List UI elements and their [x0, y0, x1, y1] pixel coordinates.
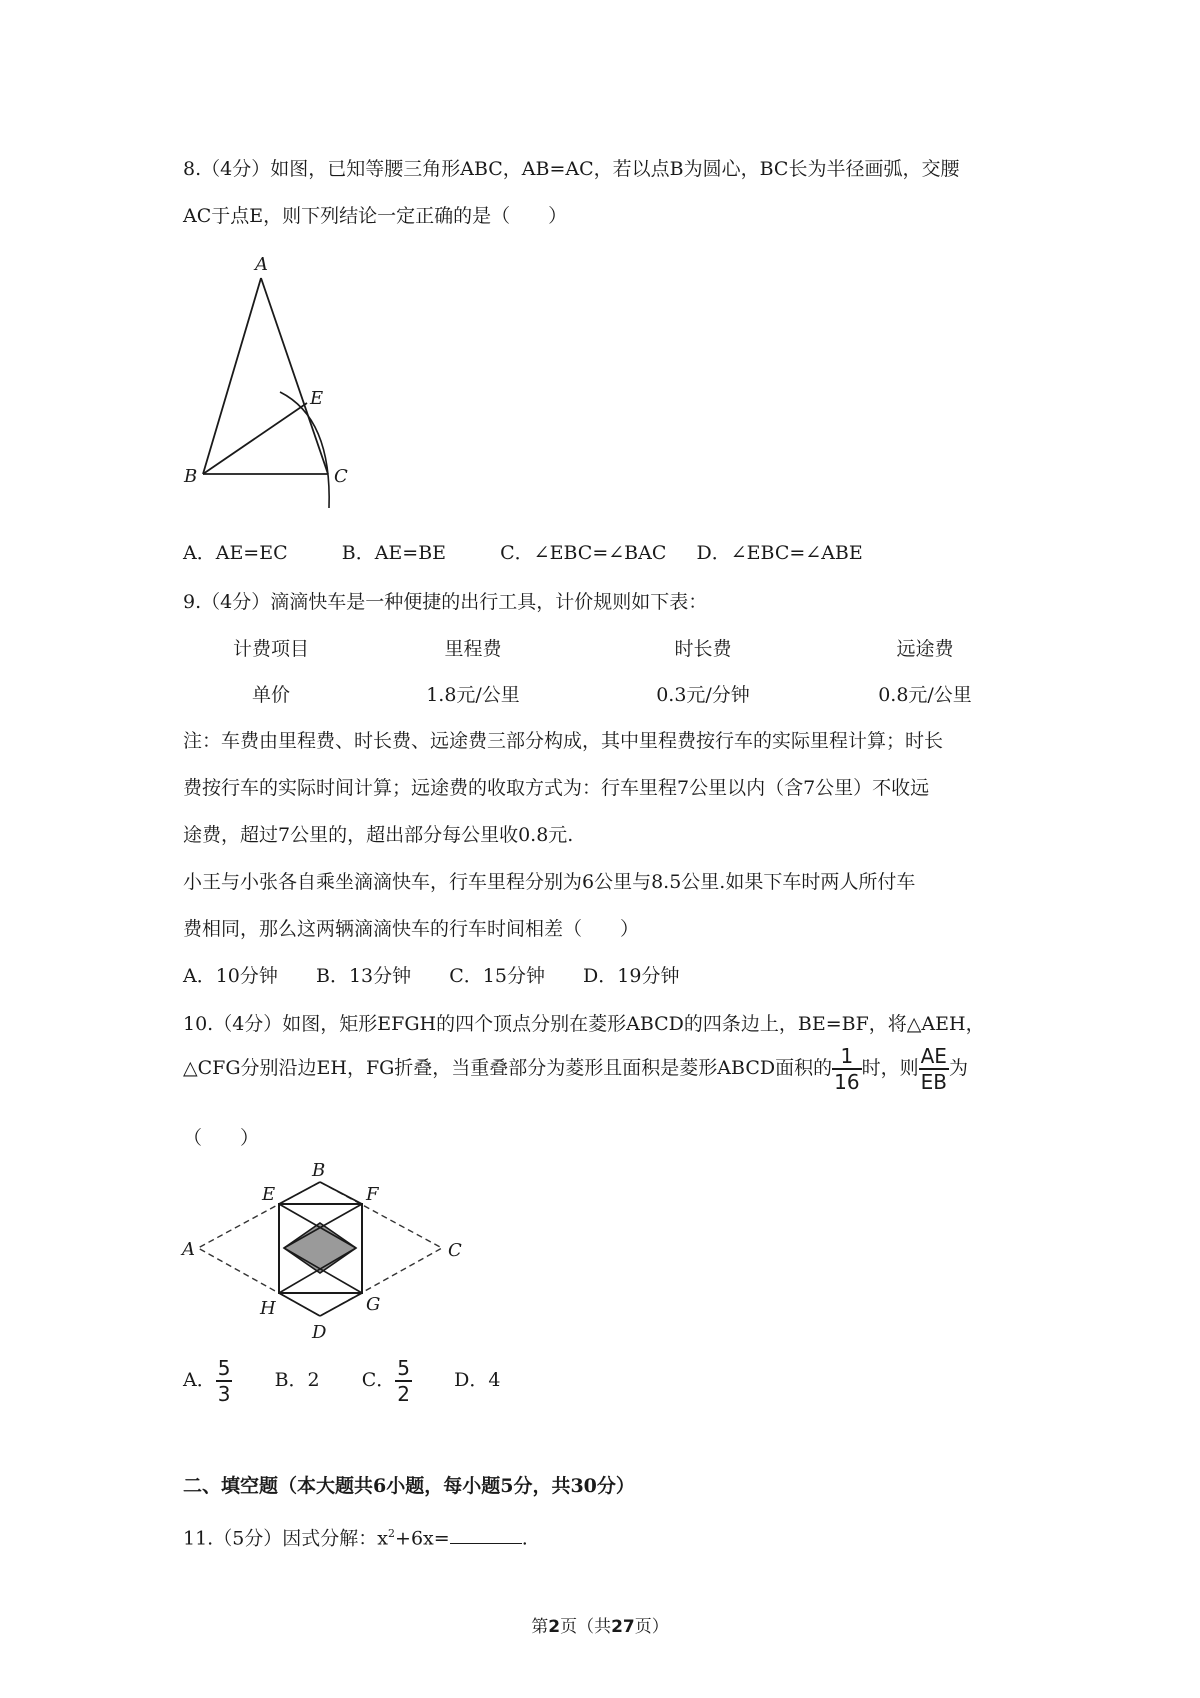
q9-row-label: 单价 — [251, 684, 290, 706]
q10-fraction-ratio — [919, 1044, 949, 1094]
q8-arc — [280, 392, 329, 508]
q11-post: +6x= — [395, 1527, 450, 1550]
page-footer: 第2页（共27页） — [531, 1617, 669, 1637]
q10-rhombus-figure — [180, 1158, 480, 1348]
q10-line3: （ ） — [183, 1127, 260, 1149]
q9-option-a[interactable]: A．10分钟 — [183, 965, 278, 987]
q8-options — [183, 540, 863, 566]
q8-line1: 8.（4分）如图，已知等腰三角形ABC，AB=AC，若以点B为圆心，BC长为半径画弧，交腰 — [183, 158, 960, 180]
q8-option-a[interactable]: A．AE=EC — [183, 542, 288, 564]
q10-frac2-den: EB — [920, 1070, 947, 1094]
q10-optC-num: 5 — [397, 1356, 410, 1380]
q9-option-c[interactable]: C．15分钟 — [449, 965, 545, 987]
q11-exponent: 2 — [388, 1527, 396, 1540]
q11-answer-blank[interactable] — [450, 1525, 522, 1544]
q10-label-d: D — [312, 1322, 327, 1343]
q9-header-item: 计费项目 — [232, 638, 309, 660]
q8-label-e: E — [310, 388, 324, 409]
q11-end: . — [521, 1527, 528, 1550]
q10-label-a: A — [182, 1239, 195, 1260]
q9-intro: 9.（4分）滴滴快车是一种便捷的出行工具，计价规则如下表： — [183, 591, 708, 613]
q11-line — [183, 1521, 528, 1551]
q10-line2 — [183, 1040, 968, 1096]
q10-fraction-area — [832, 1044, 861, 1094]
q9-note-line2: 费按行车的实际时间计算；远途费的收取方式为：行车里程7公里以内（含7公里）不收远 — [183, 777, 930, 799]
footer-page-number: 2 — [548, 1617, 561, 1637]
q9-row-mileage: 1.8元/公里 — [426, 684, 520, 706]
q9-header-longdistance: 远途费 — [896, 638, 954, 660]
q9-table-header-row — [183, 634, 1043, 660]
q10-optA-den: 3 — [217, 1382, 231, 1406]
q8-label-b: B — [184, 466, 198, 487]
q10-line1: 10.（4分）如图，矩形EFGH的四个顶点分别在菱形ABCD的四条边上，BE=BF，将△AEH， — [183, 1013, 985, 1035]
q8-triangle-figure — [180, 250, 360, 510]
q10-option-a[interactable]: A． $\frac{5}{3}$ — [183, 1356, 231, 1406]
footer-total-pages: 27 — [611, 1617, 635, 1637]
q8-option-c[interactable]: C．∠EBC=∠BAC — [500, 542, 667, 564]
q10-label-b: B — [312, 1160, 326, 1181]
q10-line2-pre: △CFG分别沿边EH，FG折叠，当重叠部分为菱形且面积是菱形ABCD面积的 — [183, 1057, 833, 1079]
q10-label-f: F — [366, 1184, 379, 1205]
q9-option-d[interactable]: D．19分钟 — [583, 965, 680, 987]
q8-option-b[interactable]: B．AE=BE — [341, 542, 447, 564]
q10-line2-post: 为 — [948, 1057, 968, 1079]
q9-header-mileage: 里程费 — [444, 638, 502, 660]
q10-shaded-overlap — [284, 1223, 356, 1273]
q8-line2: AC于点E，则下列结论一定正确的是（ ） — [183, 205, 568, 227]
q10-option-b[interactable]: B．2 — [274, 1369, 320, 1391]
q8-label-c: C — [334, 466, 348, 487]
q10-label-h: H — [260, 1298, 276, 1319]
q10-frac1-den: 16 — [834, 1070, 860, 1094]
q10-label-g: G — [366, 1294, 381, 1315]
q8-option-d[interactable]: D．∠EBC=∠ABE — [696, 542, 863, 564]
section2-heading: 二、填空题（本大题共6小题，每小题5分，共30分） — [183, 1475, 635, 1497]
q10-optA-num: 5 — [217, 1356, 231, 1380]
q10-optC-den: 2 — [397, 1382, 410, 1406]
q10-options — [183, 1352, 500, 1408]
q10-option-c[interactable]: C． $\frac{5}{2}$ — [361, 1356, 410, 1406]
q9-row-longdistance: 0.8元/公里 — [878, 684, 972, 706]
q8-segment-be — [203, 403, 307, 474]
q10-line2-mid: 时，则 — [861, 1057, 919, 1079]
q11-pre: 11.（5分）因式分解：x — [183, 1527, 389, 1550]
q10-frac2-num: AE — [919, 1044, 949, 1070]
q9-body-line2: 费相同，那么这两辆滴滴快车的行车时间相差（ ） — [183, 918, 640, 940]
q8-label-a: A — [255, 254, 268, 275]
q9-body-line1: 小王与小张各自乘坐滴滴快车，行车里程分别为6公里与8.5公里.如果下车时两人所付车 — [183, 871, 916, 893]
q9-note-line3: 途费，超过7公里的，超出部分每公里收0.8元. — [183, 824, 574, 846]
q10-frac1-num: 1 — [832, 1044, 861, 1070]
q8-side-ac — [261, 278, 328, 474]
q9-header-duration: 时长费 — [674, 638, 732, 660]
q10-label-e: E — [262, 1184, 276, 1205]
q9-note-line1: 注：车费由里程费、时长费、远途费三部分构成，其中里程费按行车的实际里程计算；时长 — [183, 730, 944, 752]
q9-option-b[interactable]: B．13分钟 — [316, 965, 412, 987]
q9-options — [183, 963, 679, 989]
q9-row-duration: 0.3元/分钟 — [656, 684, 750, 706]
q9-table-price-row — [183, 680, 1043, 706]
q10-label-c: C — [448, 1240, 462, 1261]
q8-side-ab — [203, 278, 261, 474]
q10-option-d[interactable]: D．4 — [454, 1369, 501, 1391]
